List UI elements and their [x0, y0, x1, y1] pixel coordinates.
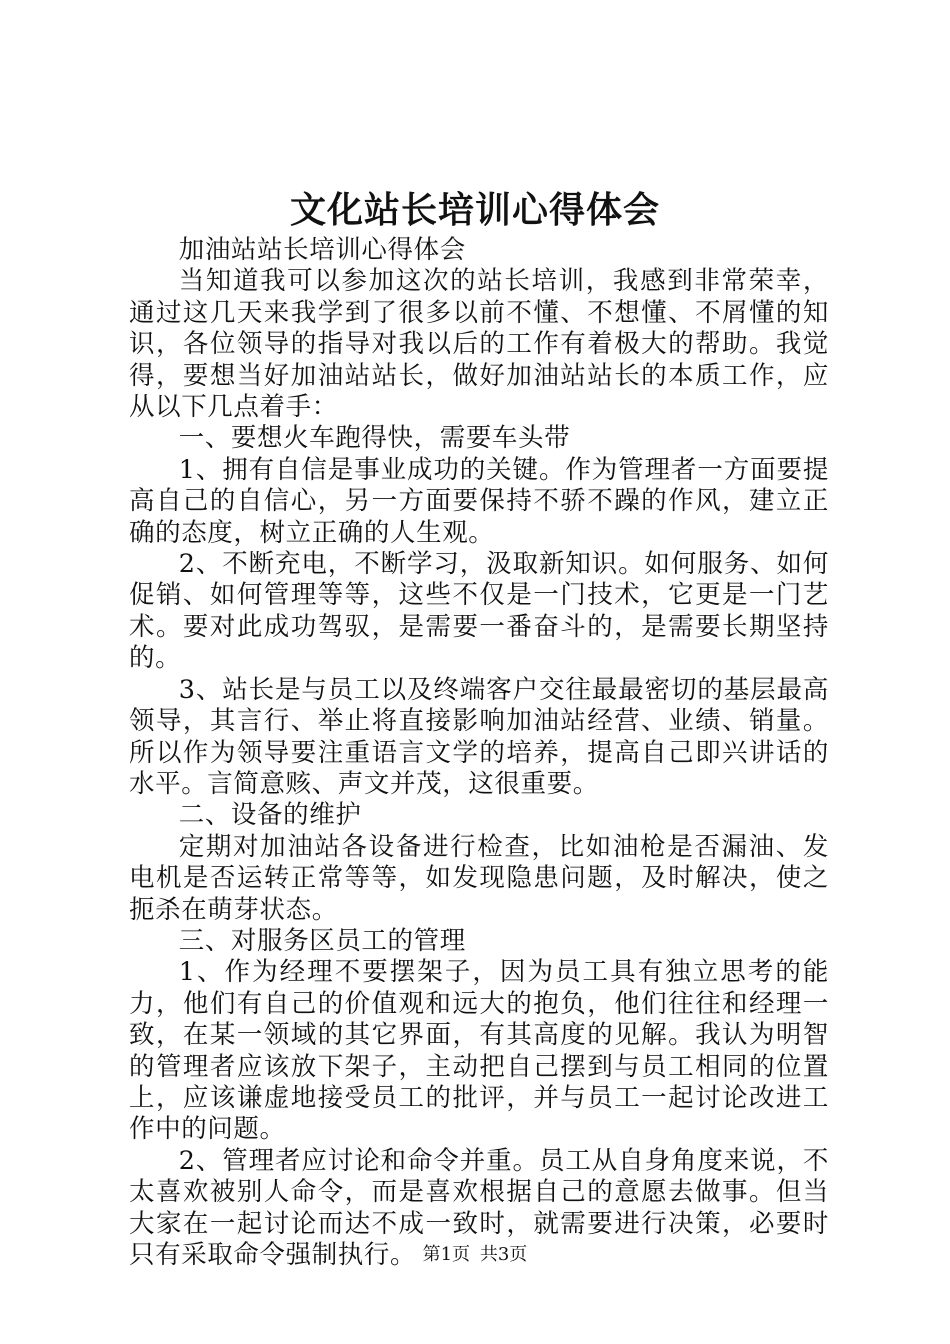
body-paragraph: 1、作为经理不要摆架子，因为员工具有独立思考的能力，他们有自己的价值观和远大的抱负，他们往往和经理一致，在某一领域的其它界面，有其高度的见解。我认为明智的管理者应该放下架子，主动把自己摆到与员工相同的位置上，应该谦虚地接受员工的批评，并与员工一起讨论改进工作中的问题。: [129, 957, 829, 1145]
document-body: [129, 235, 829, 1271]
section-heading-1: 一、要想火车跑得快，需要车头带: [178, 423, 571, 454]
body-paragraph: 定期对加油站各设备进行检查，比如油枪是否漏油、发电机是否运转正常等等，如发现隐患问题，及时解决，使之扼杀在萌芽状态。: [129, 831, 829, 925]
intro-paragraph: 当知道我可以参加这次的站长培训，我感到非常荣幸，通过这几天来我学到了很多以前不懂、不想懂、不屑懂的知识，各位领导的指导对我以后的工作有着极大的帮助。我觉得，要想当好加油站站长，做好加油站站长的本质工作，应从以下几点着手：: [129, 266, 829, 423]
document-title: 文化站长培训心得体会: [289, 189, 660, 231]
section-heading-3: 三、对服务区员工的管理: [178, 925, 466, 956]
body-paragraph: 2、不断充电，不断学习，汲取新知识。如何服务、如何促销、如何管理等等，这些不仅是一门技术，它更是一门艺术。要对此成功驾驭，是需要一番奋斗的，是需要长期坚持的。: [129, 549, 829, 674]
page-footer: [0, 1243, 950, 1267]
body-paragraph: 2、管理者应讨论和命令并重。员工从自身角度来说，不太喜欢被别人命令，而是喜欢根据自己的意愿去做事。但当大家在一起讨论而达不成一致时，就需要进行决策，必要时只有采取命令强制执行。: [129, 1145, 829, 1270]
section-heading-2: 二、设备的维护: [178, 800, 362, 831]
page-total: 共3页: [479, 1244, 528, 1265]
body-paragraph: 1、拥有自信是事业成功的关键。作为管理者一方面要提高自己的自信心，另一方面要保持不骄不躁的作风，建立正确的态度，树立正确的人生观。: [129, 454, 829, 548]
subtitle-paragraph: 加油站站长培训心得体会: [178, 235, 466, 265]
page-number: 第1页: [422, 1244, 471, 1265]
body-paragraph: 3、站长是与员工以及终端客户交往最最密切的基层最高领导，其言行、举止将直接影响加油站经营、业绩、销量。所以作为领导要注重语言文学的培养，提高自己即兴讲话的水平。言简意赅、声文并茂，这很重要。: [129, 674, 829, 799]
